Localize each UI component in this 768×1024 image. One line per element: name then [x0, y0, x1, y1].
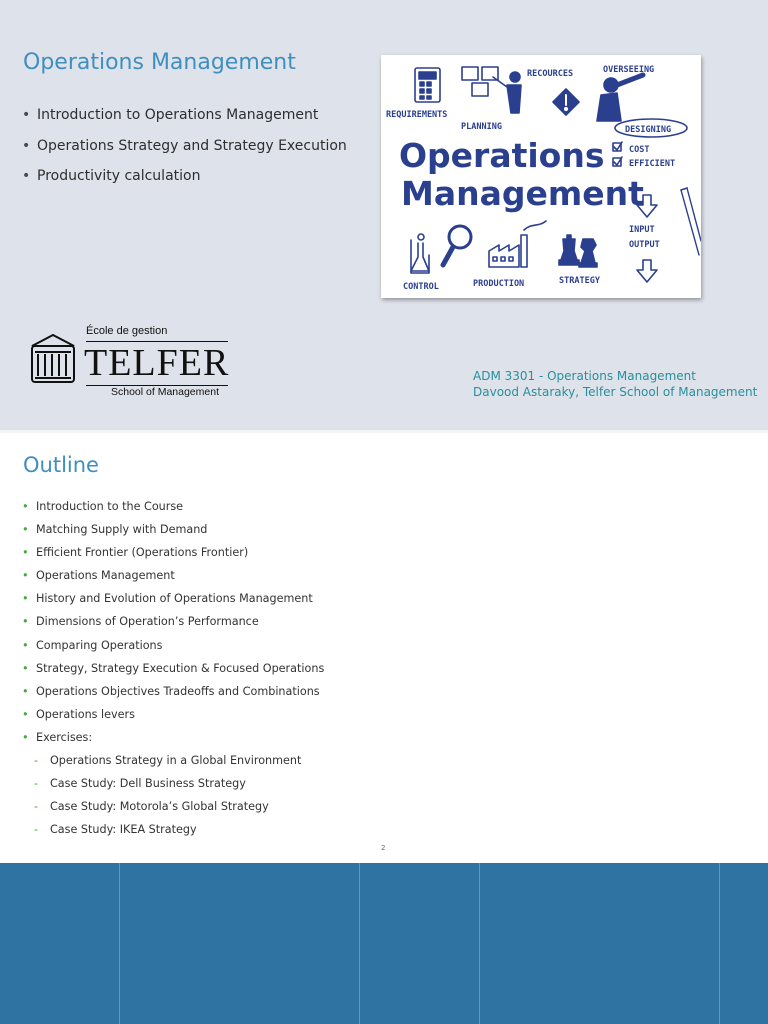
bullet-item: • Operations Strategy and Strategy Execution: [22, 137, 347, 154]
bullet-icon: •: [22, 523, 29, 537]
list-item: • Introduction to the Course: [22, 500, 184, 513]
page-number: 2: [381, 844, 386, 852]
dash-icon: -: [34, 800, 39, 814]
slide-title: Operations Management: [23, 50, 296, 75]
pen-icon: [681, 188, 701, 255]
list-item: • Exercises:: [22, 730, 93, 744]
list-item: • Operations levers: [22, 707, 135, 721]
sub-list-item: - Case Study: Dell Business Strategy: [34, 777, 246, 791]
background-divider: [119, 863, 120, 1024]
bullet-icon: •: [22, 707, 29, 721]
bullet-icon: •: [22, 500, 29, 513]
svg-text:OUTPUT: OUTPUT: [629, 240, 660, 250]
warning-icon: [553, 89, 579, 115]
building-icon: [28, 332, 78, 388]
bullet-icon: •: [22, 730, 29, 744]
telescope-person-icon: [597, 75, 643, 121]
background-divider: [359, 863, 360, 1024]
factory-icon: [489, 221, 546, 267]
telfer-logo: [28, 325, 234, 405]
dash-icon: -: [34, 823, 39, 837]
list-item: • Comparing Operations: [22, 638, 163, 652]
bullet-icon: •: [22, 615, 29, 629]
list-item: • Operations Objectives Tradeoffs and Combinations: [22, 684, 320, 698]
bullet-icon: •: [22, 684, 29, 698]
list-item: • History and Evolution of Operations Management: [22, 592, 313, 606]
list-item: • Dimensions of Operation’s Performance: [22, 615, 259, 629]
bullet-icon: •: [22, 592, 29, 606]
presentation-board-icon: [462, 67, 521, 113]
logo-school-text: School of Management: [111, 386, 219, 398]
list-item: • Matching Supply with Demand: [22, 523, 208, 537]
logo-name: TELFER: [84, 342, 230, 384]
bullet-item: • Introduction to Operations Management: [22, 107, 319, 123]
list-item: • Efficient Frontier (Operations Frontier): [22, 546, 249, 560]
dash-icon: -: [34, 777, 39, 791]
background-divider: [479, 863, 480, 1024]
course-code: ADM 3301 - Operations Management: [473, 369, 696, 383]
slide-3: [0, 863, 768, 1024]
bullet-list: [22, 107, 347, 199]
arrow-down-icon: [637, 260, 657, 282]
lab-flask-icon: [411, 234, 429, 273]
svg-text:RECOURCES: RECOURCES: [527, 69, 574, 79]
list-item: • Strategy, Strategy Execution & Focused Operations: [22, 661, 325, 675]
svg-text:PLANNING: PLANNING: [461, 122, 502, 132]
bullet-icon: •: [22, 546, 29, 560]
calculator-icon: [415, 68, 440, 102]
bullet-icon: •: [22, 168, 31, 184]
svg-text:CONTROL: CONTROL: [403, 282, 439, 292]
course-info: [473, 369, 757, 400]
sub-list-item: - Case Study: IKEA Strategy: [34, 823, 197, 837]
outline-list: [22, 499, 324, 845]
list-item: • Operations Management: [22, 569, 175, 583]
dash-icon: -: [34, 754, 39, 768]
bullet-icon: •: [22, 638, 29, 652]
svg-text:DESIGNING: DESIGNING: [625, 125, 672, 135]
bullet-icon: •: [22, 661, 29, 675]
bullet-item: • Productivity calculation: [22, 168, 201, 184]
magnifier-icon: [443, 226, 471, 265]
checkbox-icon: [613, 142, 622, 166]
svg-text:Operations: Operations: [399, 136, 605, 175]
svg-text:PRODUCTION: PRODUCTION: [473, 279, 525, 289]
logo-ecole-text: École de gestion: [86, 325, 168, 337]
bullet-icon: •: [22, 569, 29, 583]
background-divider: [719, 863, 720, 1024]
sub-list-item: - Case Study: Motorola’s Global Strategy: [34, 800, 269, 814]
svg-text:STRATEGY: STRATEGY: [559, 276, 600, 286]
svg-text:REQUIREMENTS: REQUIREMENTS: [386, 110, 448, 120]
svg-text:INPUT: INPUT: [629, 225, 655, 235]
operations-management-illustration: [381, 55, 701, 298]
svg-text:OVERSEEING: OVERSEEING: [603, 65, 655, 75]
chess-pieces-icon: [559, 235, 597, 267]
svg-text:Management: Management: [401, 174, 644, 213]
svg-text:EFFICIENT: EFFICIENT: [629, 159, 676, 169]
svg-text:COST: COST: [629, 145, 650, 155]
slide-2: [0, 433, 768, 863]
slide-1: [0, 0, 768, 430]
bullet-icon: •: [22, 137, 31, 154]
bullet-icon: •: [22, 107, 31, 123]
sub-list-item: - Operations Strategy in a Global Environment: [34, 754, 302, 768]
course-instructor: Davood Astaraky, Telfer School of Management: [473, 384, 758, 399]
slide-title: Outline: [23, 453, 99, 477]
